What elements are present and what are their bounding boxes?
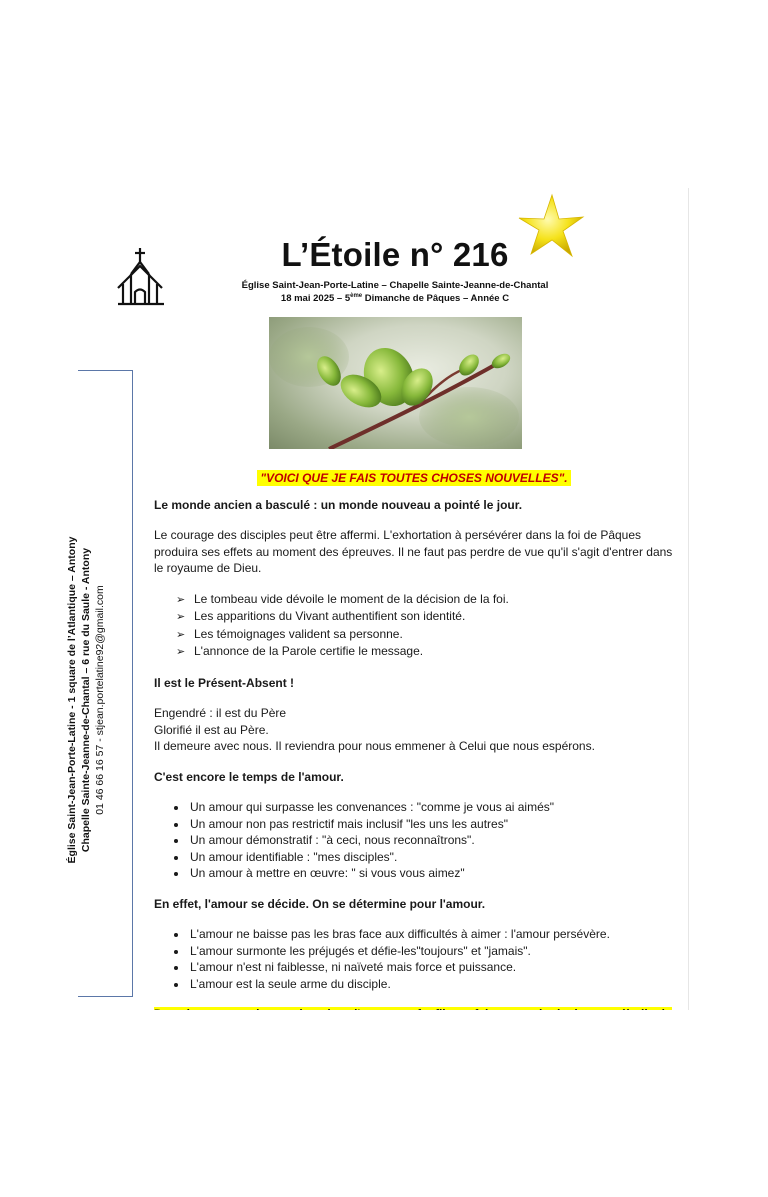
- sidebar-address: [65, 400, 125, 1000]
- list-item: • L'amour n'est ni faiblesse, ni naïveté mais force et puissance.: [188, 959, 674, 976]
- subtitle-rest: Dimanche de Pâques – Année C: [362, 293, 510, 304]
- present-absent-lines: [154, 705, 674, 755]
- subtitle-sup: ème: [350, 292, 363, 299]
- list-item: • L’amour est la seule arme du disciple.: [188, 976, 674, 993]
- love-list: [154, 799, 674, 882]
- list-item: • L'amour ne baisse pas les bras face aux difficultés à aimer : l'amour persévère.: [188, 926, 674, 943]
- verse-banner: [154, 470, 674, 487]
- sidebar-border-top: [78, 370, 133, 371]
- page-subtitle: [200, 279, 590, 305]
- bulletin-body: [154, 470, 674, 1063]
- paragraph-courage: Le courage des disciples peut être affermi. L'exhortation à persévérer dans la foi de Pâques produira ses effets au moment des épreuves. Il ne faut pas perdre de vue qu'il s'agit d'entrer dans le royaume de Dieu.: [154, 528, 673, 575]
- sidebar-contact: 01 46 66 16 57 - stjean.portelatine92@gmail.com: [94, 585, 106, 815]
- heading-new-world: Le monde ancien a basculé : un monde nouveau a pointé le jour.: [154, 497, 523, 512]
- sidebar-border-right: [132, 370, 133, 996]
- text-line: Glorifié il est au Père.: [154, 722, 269, 737]
- list-item: ➢ Les témoignages valident sa personne.: [174, 626, 674, 644]
- verse-text: "VOICI QUE JE FAIS TOUTES CHOSES NOUVELLES".: [257, 470, 570, 486]
- heading-love-decides: En effet, l'amour se décide. On se détermine pour l'amour.: [154, 896, 486, 911]
- list-item: • Un amour non pas restrictif mais inclusif "les uns les autres": [188, 816, 674, 833]
- page-edge: [688, 188, 689, 1018]
- heading-love-time: C'est encore le temps de l'amour.: [154, 769, 344, 784]
- subtitle-date: 18 mai 2025 – 5: [280, 293, 351, 304]
- list-item: • Un amour identifiable : "mes disciples".: [188, 849, 674, 866]
- page-title: L’Étoile n° 216: [281, 236, 509, 273]
- list-item: ➢ Les apparitions du Vivant authentifient son identité.: [174, 608, 674, 626]
- list-item: • L'amour surmonte les préjugés et défie-les"toujours" et "jamais".: [188, 943, 674, 960]
- list-item: ➢ L'annonce de la Parole certifie le message.: [174, 643, 674, 661]
- subtitle-line-2: [200, 292, 590, 305]
- decide-list: [154, 926, 674, 992]
- church-icon: [114, 246, 170, 310]
- sidebar-church-address: Église Saint-Jean-Porte-Latine - 1 square de l’Atlantique – Antony: [66, 536, 78, 864]
- subtitle-line-1: Église Saint-Jean-Porte-Latine – Chapelle Sainte-Jeanne-de-Chantal: [241, 280, 549, 291]
- list-item: • Un amour qui surpasse les convenances : "comme je vous ai aimés": [188, 799, 674, 816]
- sidebar-chapel-address: Chapelle Sainte-Jeanne-de-Chantal – 6 rue du Saule - Antony: [80, 547, 92, 853]
- list-item: • Un amour démonstratif : "à ceci, nous reconnaîtrons".: [188, 832, 674, 849]
- page-bottom-margin: [0, 1010, 768, 1197]
- arrow-list: [154, 591, 674, 661]
- list-item: ➢ Le tombeau vide dévoile le moment de la décision de la foi.: [174, 591, 674, 609]
- spring-buds-photo: [269, 317, 522, 449]
- text-line: Il demeure avec nous. Il reviendra pour nous emmener à Celui que nous espérons.: [154, 739, 595, 753]
- list-item: • Un amour à mettre en œuvre: " si vous vous aimez": [188, 865, 674, 882]
- text-line: Engendré : il est du Père: [154, 706, 287, 720]
- heading-present-absent: Il est le Présent-Absent !: [154, 675, 295, 690]
